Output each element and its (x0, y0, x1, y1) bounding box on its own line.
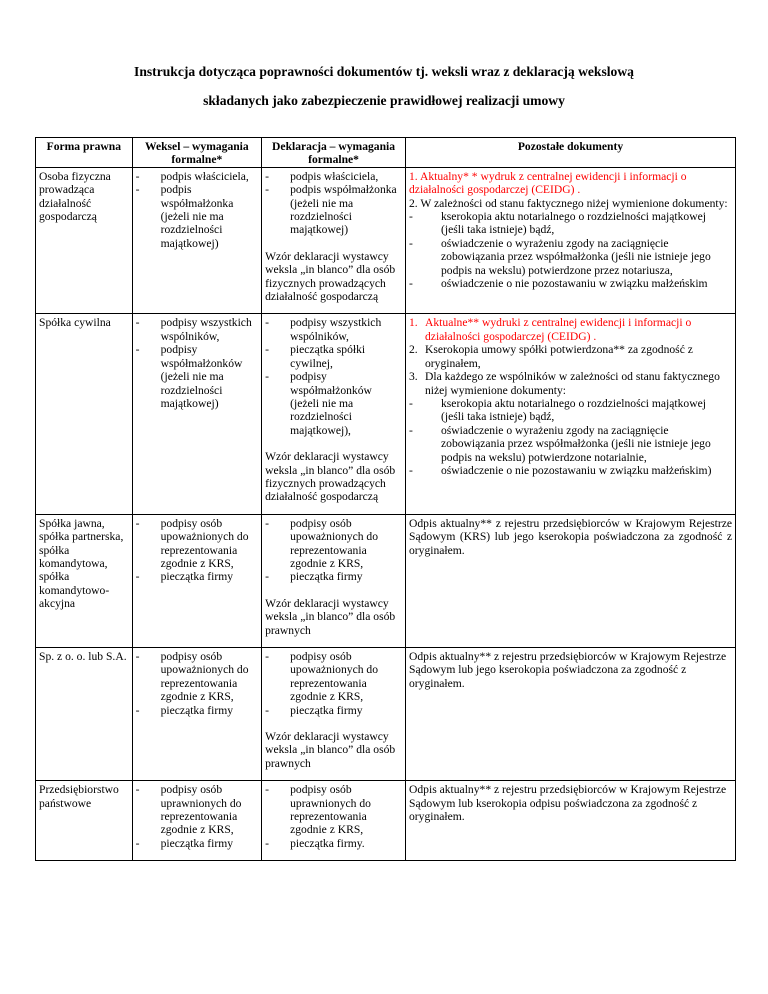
list-item: 3. Dla każdego ze wspólników w zależności od stanu faktycznego niżej wymienione dokumenty: (409, 370, 720, 397)
list-item: - podpis właściciela, (136, 170, 259, 183)
list-item: - podpisy osób upoważnionych do reprezentowania zgodnie z KRS, (265, 650, 402, 704)
list-item: - pieczątka spółki cywilnej, (265, 343, 402, 370)
table-row (36, 514, 736, 647)
header-forma: Forma prawna (36, 138, 133, 168)
list-item: - podpisy osób upoważnionych do reprezentowania zgodnie z KRS, (136, 650, 259, 704)
list-item: - podpisy współmałżonków (jeżeli nie ma rozdzielności majątkowej) (136, 343, 259, 410)
ceidg-requirement: 1. Aktualny* * wydruk z centralnej ewidencji i informacji o działalności gospodarczej (CEIDG) . (409, 169, 687, 197)
table-row (36, 314, 736, 514)
list-item: - pieczątka firmy (265, 570, 402, 583)
list-item: - oświadczenie o wyrażeniu zgody na zaciągnięcie zobowiązania przez współmałżonka (jeśli nie istnieje jego podpis na wekslu) potwierdzone notarialnie, (409, 424, 732, 464)
list-item: - podpisy współmałżonków (jeżeli nie ma rozdzielności majątkowej), (265, 370, 402, 437)
list-item: - podpisy osób uprawnionych do reprezentowania zgodnie z KRS, (136, 783, 259, 837)
pozostale-cell (406, 167, 736, 314)
list-item: - podpisy wszystkich wspólników, (265, 316, 402, 343)
list-item: 2. Kserokopia umowy spółki potwierdzona** za zgodność z oryginałem, (409, 343, 693, 370)
pozostale-cell: Odpis aktualny** z rejestru przedsiębiorców w Krajowym Rejestrze Sądowym lub kserokopia odpisu poświadczona za zgodność z oryginałem. (406, 781, 736, 861)
list-item: - oświadczenie o nie pozostawaniu w związku małżeńskim (409, 277, 732, 290)
forma-cell: Spółka jawna, spółka partnerska, spółka komandytowa, spółka komandytowo-akcyjna (36, 514, 133, 647)
list-item: - kserokopia aktu notarialnego o rozdzielności majątkowej (jeśli taka istnieje) bądź, (409, 210, 732, 237)
list-item: - pieczątka firmy (136, 837, 259, 850)
list-item: - oświadczenie o nie pozostawaniu w związku małżeńskim) (409, 464, 732, 477)
list-item: - podpisy osób upoważnionych do reprezentowania zgodnie z KRS, (136, 517, 259, 571)
wzor-deklaracji-note: Wzór deklaracji wystawcy weksla „in blanco” dla osób prawnych (265, 596, 396, 637)
deklaracja-cell (262, 314, 406, 514)
deklaracja-cell (262, 781, 406, 861)
deklaracja-cell (262, 167, 406, 314)
list-item: - pieczątka firmy. (265, 837, 402, 850)
list-item: - pieczątka firmy (136, 570, 259, 583)
list-item: - podpis właściciela, (265, 170, 402, 183)
table-row (36, 167, 736, 314)
header-deklaracja: Deklaracja – wymagania formalne* (262, 138, 406, 168)
list-item: - podpisy wszystkich wspólników, (136, 316, 259, 343)
header-pozostale: Pozostałe dokumenty (406, 138, 736, 168)
pozostale-cell: Odpis aktualny** z rejestru przedsiębiorców w Krajowym Rejestrze Sądowym lub jego kserokopia poświadczona za zgodność z oryginałem. (406, 648, 736, 781)
weksel-cell (132, 314, 262, 514)
weksel-cell (132, 648, 262, 781)
list-item: - oświadczenie o wyrażeniu zgody na zaciągnięcie zobowiązania przez współmałżonka (jeśli nie istnieje jego podpis na wekslu) potwierdzone przez notariusza, (409, 237, 732, 277)
list-item: - podpisy osób upoważnionych do reprezentowania zgodnie z KRS, (265, 517, 402, 571)
weksel-cell (132, 167, 262, 314)
header-row (36, 138, 736, 168)
forma-cell: Przedsiębiorstwo państwowe (36, 781, 133, 861)
wzor-deklaracji-note: Wzór deklaracji wystawcy weksla „in blanco” dla osób prawnych (265, 730, 396, 770)
requirements-table (35, 137, 736, 861)
list-item: - pieczątka firmy (265, 704, 402, 717)
forma-cell: Osoba fizyczna prowadząca działalność gospodarczą (36, 167, 133, 314)
deklaracja-cell (262, 514, 406, 647)
list-item: - podpis współmałżonka (jeżeli nie ma rozdzielności majątkowej) (136, 183, 259, 250)
deklaracja-cell (262, 648, 406, 781)
wzor-deklaracji-note: Wzór deklaracji wystawcy weksla „in blanco” dla osób fizycznych prowadzących działalność gospodarczą (265, 450, 396, 504)
pozostale-cell (406, 314, 736, 514)
list-item: - podpisy osób uprawnionych do reprezentowania zgodnie z KRS, (265, 783, 402, 837)
document-subtitle: składanych jako zabezpieczenie prawidłowej realizacji umowy (203, 93, 565, 108)
list-item: - podpis współmałżonka (jeżeli nie ma rozdzielności majątkowej) (265, 183, 402, 237)
dependent-documents-intro: 2. W zależności od stanu faktycznego niżej wymienione dokumenty: (409, 196, 728, 210)
wzor-deklaracji-note: Wzór deklaracji wystawcy weksla „in blanco” dla osób fizycznych prowadzących działalność gospodarczą (265, 249, 396, 304)
pozostale-cell: Odpis aktualny** z rejestru przedsiębiorców w Krajowym Rejestrze Sądowym (KRS) lub jego kserokopia poświadczona za zgodność z oryginałem. (406, 514, 736, 647)
forma-cell: Spółka cywilna (36, 314, 133, 514)
forma-cell: Sp. z o. o. lub S.A. (36, 648, 133, 781)
table-row (36, 781, 736, 861)
table-row (36, 648, 736, 781)
header-weksel: Weksel – wymagania formalne* (132, 138, 262, 168)
list-item: - pieczątka firmy (136, 704, 259, 717)
list-item: 1. Aktualne** wydruki z centralnej ewidencji i informacji o działalności gospodarczej (CEIDG) . (409, 316, 692, 343)
weksel-cell (132, 514, 262, 647)
list-item: - kserokopia aktu notarialnego o rozdzielności majątkowej (jeśli taka istnieje) bądź, (409, 397, 732, 424)
weksel-cell (132, 781, 262, 861)
document-title: Instrukcja dotycząca poprawności dokumentów tj. weksli wraz z deklaracją wekslową (134, 64, 634, 79)
